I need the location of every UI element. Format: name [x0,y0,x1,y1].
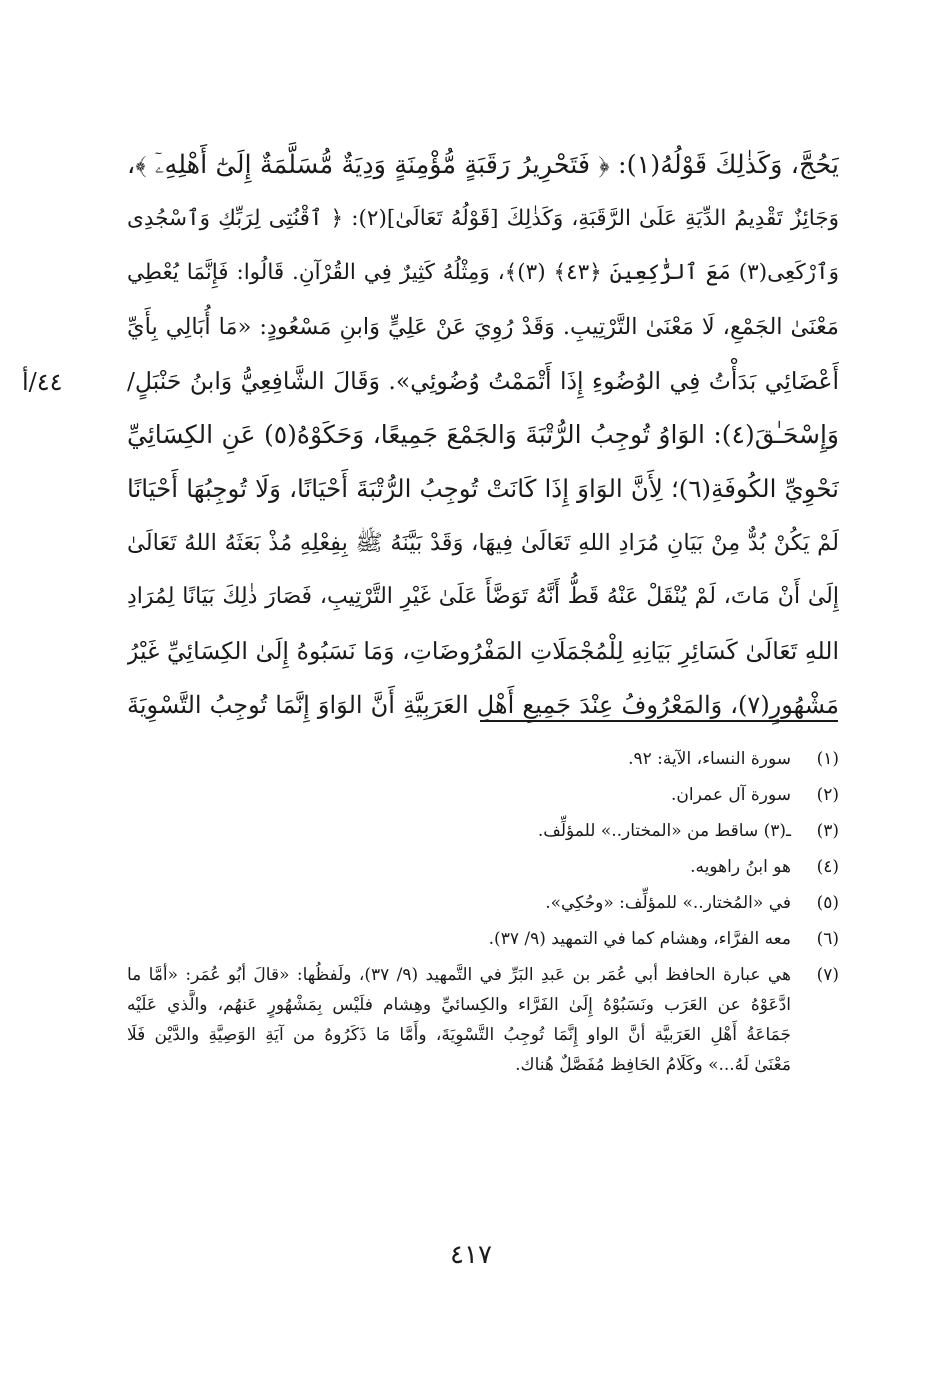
footnote-number: (٧) [816,965,839,985]
footnote [127,924,839,954]
footnote-text: سورة النساء، الآية: ٩٢. [628,749,791,769]
footnote-number: (٥) [816,893,839,913]
text-line: يَحُجَّ، وَكَذٰلِكَ قَوْلُهُ(١): ﴿ فَتَحْرِيرُ رَقَبَةٍ مُّؤْمِنَةٍ وَدِيَةٌ مُّسَلَّمَةٌ إِلَىٰٓ أَهْلِهِۦٓ ﴾، [127,150,839,180]
footnote [127,888,839,918]
footnote-continuation-line: جَمَاعَةُ أَهْلِ العَرَبيَّة أنَّ الواو إِنَّمَا تُوجِبُ التَّسْوِيَةَ، وأَمَّا مَا ذَكَرُوهُ من آيَةِ الوَصِيَّةِ والدَّيْن فَلَا [127,1025,791,1045]
text-line: مَشْهُورٍ(٧)، وَالمَعْرُوفُ عِنْدَ جَمِيعِ أَهْلِ العَرَبِيَّةِ أَنَّ الوَاوَ إِنَّمَا تُوجِبُ التَّسْوِيَةَ [127,691,839,719]
folio-margin-note: ٤٤/أ [22,368,63,396]
footnote-number: (٦) [816,929,839,949]
text-line: وَإِسْحَـٰقَ(٤): الوَاوُ تُوجِبُ الرُّتْبَةَ وَالجَمْعَ جَمِيعًا، وَحَكَوْهُ(٥) عَنِ الكِسَائِيِّ [127,420,839,449]
text-line: أَعْضَائِي بَدَأْتُ فِي الوُضُوءِ إِذَا أَتْمَمْتُ وُضُوئِي». وَقَالَ الشَّافِعِيُّ وَابنُ حَنْبَلٍ/ [127,367,839,395]
text-line: وَٱرْكَعِى(٣) مَعَ ٱلرَّٰكِعِينَ ﴿٤٣﴾ (٣)﴾، وَمِثْلُهُ كَثِيرٌ فِي القُرْآنِ. قَالُوا: فَإِنَّمَا يُعْطِي [127,260,839,285]
text-line: اللهِ تَعَالَىٰ كَسَائِرِ بَيَانِهِ لِلْمُجْمَلَاتِ المَفْرُوضَاتِ، وَمَا نَسَبُوهُ إِلَىٰ الكِسَائِيِّ غَيْرُ [127,637,839,665]
text-line: لَمْ يَكُنْ بُدٌّ مِنْ بَيَانِ مُرَادِ اللهِ تَعَالَىٰ فِيهَا، وَقَدْ بَيَّنَهُ ﷺ بِفِعْلِهِ مُذْ بَعَثَهُ اللهُ تَعَالَىٰ [127,530,839,556]
footnote [127,960,839,990]
text-line: إِلَىٰ أَنْ مَاتَ، لَمْ يُنْقَلْ عَنْهُ قَطُّ أَنَّهُ تَوَضَّأَ عَلَىٰ غَيْرِ التَّرْتِيبِ، فَصَارَ ذٰلِكَ بَيَانًا لِمُرَادِ [127,584,839,609]
footnote [127,852,839,882]
footnote-text: معه الفرَّاء، وهشام كما في التمهيد (٩/ ٣٧). [488,929,791,949]
footnote-number: (١) [816,749,839,769]
footnote-continuation-line: ادَّعَوْهُ عن العَرَب ونَسَبُوْهُ إِلَىٰ الفَرَّاء والكِسائيِّ وهِشام فلَيْس بِمَشْهُورٍ عَنهُم، والَّذي عَلَيْه [127,995,791,1015]
footnote-divider [480,720,838,722]
footnote-number: (٣) [816,821,839,841]
text-line: مَعْنَىٰ الجَمْعِ، لَا مَعْنَىٰ التَّرْتِيبِ. وَقَدْ رُوِيَ عَنْ عَلِيٍّ وَابنِ مَسْعُودٍ: «مَا أُبَالِي بِأَيِّ [127,314,839,340]
footnote-number: (٤) [816,857,839,877]
main-text [127,138,839,732]
footnotes [127,744,839,1080]
page-number: ٤١٧ [450,1240,492,1270]
footnote-text: هو ابنُ راهويه. [690,857,791,877]
footnote-text: سورة آل عمران. [671,785,791,805]
text-line: وَجَائِزٌ تَقْدِيمُ الدِّيَةِ عَلَىٰ الرَّقَبَةِ، وَكَذٰلِكَ [قَوْلُهُ تَعَالَىٰ](٢): ﴿ ٱقْنُتِى لِرَبِّكِ وَٱسْجُدِى [127,206,839,231]
footnote [127,780,839,810]
text-line: نَحْوِيِّ الكُوفَةِ(٦)؛ لِأَنَّ الوَاوَ إِذَا كَانَتْ تُوجِبُ الرُّتْبَةَ أَحْيَانًا، وَلَا تُوجِبُهَا أَحْيَانًا [127,474,839,503]
footnote-continuation-line: مَعْنَىٰ لَهُ...» وكَلَامُ الحَافِظ مُفَصَّلٌ هُناك. [515,1055,791,1075]
footnote-text: ـ(٣) ساقط من «المختار..» للمؤلِّف. [537,821,791,841]
footnote-number: (٢) [816,785,839,805]
footnote [127,744,839,774]
footnote [127,816,839,846]
footnote-text: هي عبارة الحافظ أبي عُمَر بن عَبدِ البَرِّ في التَّمهيد (٩/ ٣٧)، ولَفظُها: «قالَ أبُو عُمَر: «أمَّا ما [127,965,791,985]
footnote-text: في «المُختار..» للمؤلِّف: «وحُكِي». [545,893,791,913]
